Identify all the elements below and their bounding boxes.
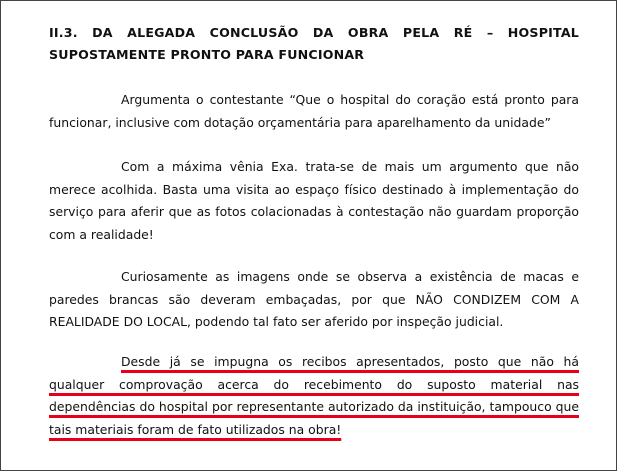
paragraph-argument: Argumenta o contestante “Que o hospital do coração está pronto para funcionar, inclusive com dotação orçamentária para aparelhamento da unidade” [49,92,579,130]
paragraph-images: Curiosamente as imagens onde se observa a existência de macas e paredes brancas são deveram embaçadas, por que NÃO CONDIZEM COM A REALIDADE DO LOCAL, podendo tal fato ser aferido por inspeção judicial. [49,269,579,329]
section-heading: II.3. DA ALEGADA CONCLUSÃO DA OBRA PELA RÉ – HOSPITAL SUPOSTAMENTE PRONTO PARA FUNCIONAR [49,25,579,62]
paragraph-receipts-highlighted [49,351,579,441]
paragraph-rebuttal: Com a máxima vênia Exa. trata-se de mais um argumento que não merece acolhida. Basta uma visita ao espaço físico destinado à implementação do serviço para aferir que as fotos colacionadas à contestação não guardam proporção com a realidade! [49,159,579,242]
highlighted-text: Desde já se impugna os recibos apresentados, posto que não há qualquer comprovação acerca do recebimento do suposto material nas dependências do hospital por representante autorizado da instituição, tampouco que tais materiais foram de fato utilizados na obra! [49,354,579,437]
